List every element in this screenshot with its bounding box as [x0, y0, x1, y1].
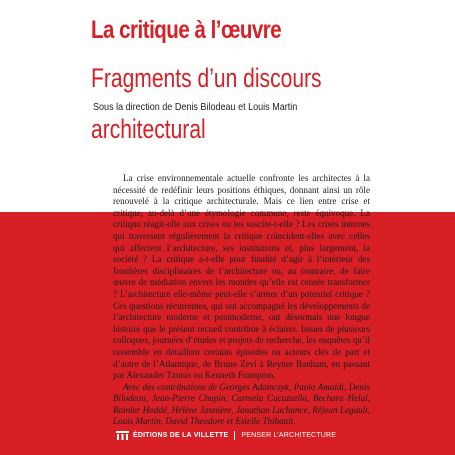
book-title: La critique à l’œuvre [91, 16, 282, 44]
publisher-line [116, 431, 336, 440]
blurb-text [113, 173, 370, 428]
book-subtitle-line2: architectural [91, 114, 206, 144]
collection-name: PENSER L’ARCHITECTURE [241, 432, 337, 439]
book-subtitle-line1: Fragments d’un discours [91, 63, 322, 93]
publisher-name: ÉDITIONS DE LA VILLETTE [133, 432, 229, 439]
publisher-divider [234, 431, 235, 440]
blurb-paragraph: La crise environnementale actuelle confronte les architectes à la nécessité de redéfinir leurs positions éthiques, donnant ainsi un rôle renouvelé à la critique architecturale. Mais ce lien entre crise et critique, au-delà d’une étymologie commune, reste équivoque. La critique réagit-elle aux crises ou les suscite-t-elle ? Les crises internes qui traversent régulièrement la critique coïncident-elles avec celles qui affectent l’architecture, ses institutions et, plus largement, la société ? La critique a-t-elle pour finalité d’agir à l’intérieur des frontières disciplinaires de l’architecture ou, au contraire, de faire œuvre de médiation envers les mondes qu’elle est censée transformer ? L’architecture elle-même peut-elle s’armer d’un potentiel critique ? Ces questions récurrentes, qui ont accompagné les développements de l’architecture moderne et postmoderne, ont désormais une longue histoire que le présent recueil contribue à éclairer. Issues de plusieurs colloques, journées d’études et projets de recherche, les enquêtes qu’il rassemble en détaillent certains épisodes ou acteurs clés de part et d’autre de l’Atlantique, de Bruno Zevi à Reyner Banham, en passant par Alexander Tzonis ou Kenneth Frampton. [113, 173, 370, 381]
contributors-paragraph: Avec des contributions de Georges Adamczyk, Paolo Amaldi, Denis Bilodeau, Jean-Pierre Chupin, Carmela Cucuzzella, Bechara Helal, Rainier Hoddé, Hélène Jannière, Jonathan Lachance, Réjean Legault, Louis Martin, David Theodore et Estelle Thibault. [113, 381, 370, 427]
publisher-logo-icon [116, 431, 129, 440]
editors-credit: Sous la direction de Denis Bilodeau et Louis Martin [93, 101, 298, 113]
